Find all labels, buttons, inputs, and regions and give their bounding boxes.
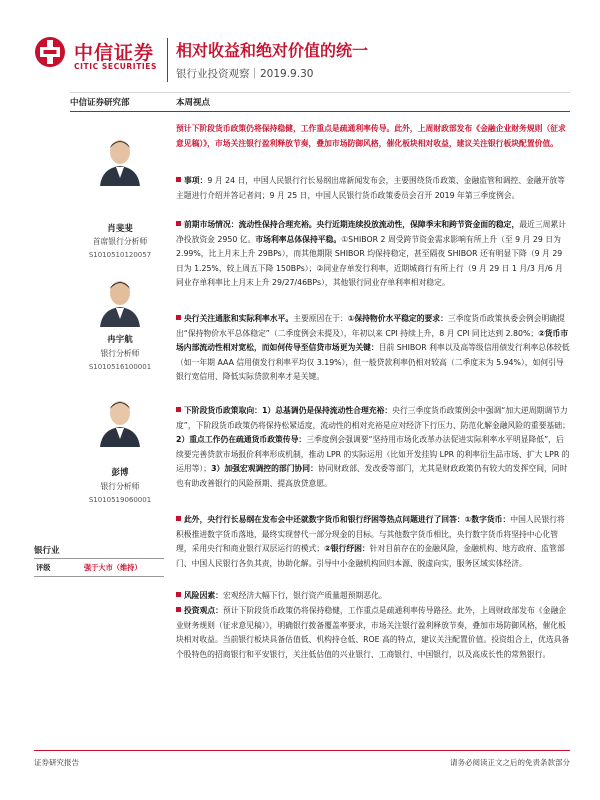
brand-name-en: CITIC SECURITIES <box>74 62 158 71</box>
footer-disclaimer: 请务必阅读正文之后的免责条款部分 <box>450 758 570 767</box>
paragraph-emphasis: ①保持物价水平稳定的要求： <box>347 314 448 323</box>
paragraph-text: 中国人民银行将积极推进数字货币落地，最终实现替代一部分现金的目标。与其他数字货币相比，央行数字货币将坚持中心化管理，采用央行和商业银行双层运行的模式； <box>176 515 565 554</box>
industry-label: 银行业 <box>34 546 60 556</box>
paragraph-text: 央行三季度货币政策例会中强调“加大逆周期调节力度”，下阶段货币政策仍将保持松紧适度，流动性的相对充裕是应对经济下行压力、防范化解金融风险的重要基础； <box>176 406 570 430</box>
analyst-name: 彭博 <box>111 468 129 478</box>
paragraph-text: 三季度货币政策执委会例会明确提出“保持物价水平总体稳定”（二季度例会未提及），年初以来 CPI 持续上升，8 月 CPI 同比达到 2.80%； <box>176 314 565 338</box>
paragraph-emphasis: ②银行纾困： <box>324 544 370 554</box>
paragraph-text: 目前 SHIBOR 利率以及高等级信用债发行利率总体较低（如一年期 AAA 信用债发行利率平均仅 3.19%），但一般贷款利率仍相对较高（二季度末为 5.94%），如何引导银行宽信用、降低实际贷款利率才是关键。 <box>176 343 570 382</box>
paragraph-text: 最近三周累计净投放资金 2950 亿。 <box>176 220 567 244</box>
bullet-square-icon <box>176 177 181 182</box>
bullet-square-icon <box>176 592 181 597</box>
paragraph-text: 针对目前存在的金融风险，金融机构、地方政府、监管部门、中国人民银行各负其责，协助化解。引导中小金融机构回归本源、脱虚向实，服务区域实体经济。 <box>176 544 565 568</box>
brand-name: 中信证券 <box>74 42 155 64</box>
body-paragraph <box>176 404 570 492</box>
analyst-name: 肖斐斐 <box>107 224 133 234</box>
analyst-id: S1010510120057 <box>88 251 152 259</box>
paragraph-text: 三季度例会强调要“坚持用市场化改革办法促进实际利率水平明显降低”，后续要完善贷款市场报价利率形成机制，推动 LPR 的实际运用（比如开发挂钩 LPR 的利率衍生品市场、扩大 LPR 的运用等）； <box>176 435 570 474</box>
paragraph-emphasis: 此外，央行行长易纲在发布会中还就数字货币和银行纾困等热点问题进行了回答：①数字货币： <box>184 515 511 524</box>
analyst-photo-icon <box>98 275 142 327</box>
bullet-square-icon <box>176 407 181 412</box>
paragraph-emphasis: 投资观点： <box>184 606 223 615</box>
bullet-square-icon <box>176 221 181 226</box>
paragraph-text: 主要原因在于： <box>293 314 348 323</box>
analyst-id: S1010516100001 <box>88 363 152 371</box>
analyst-name: 冉宇航 <box>107 335 133 345</box>
section-title: 本周视点 <box>176 98 211 108</box>
report-title: 相对收益和绝对价值的统一 <box>176 41 369 60</box>
body-paragraph <box>176 312 570 385</box>
body-paragraph <box>176 174 570 203</box>
summary-text: 预计下阶段货币政策仍将保持稳健，工作重点是疏通利率传导。此外，上周财政部发布《金融企业财务规则（征求意见稿）》，市场关注银行盈利释放节奏，叠加市场防御风格，催化板块相对收益，建议关注银行板块配置价值。 <box>176 124 566 148</box>
paragraph-emphasis: 央行关注通胀和实际利率水平。 <box>184 314 294 323</box>
paragraph-emphasis: 市场利率总体保持平稳。 <box>255 234 342 244</box>
analyst-id: S1010519060001 <box>88 496 152 504</box>
rating-rule <box>34 576 164 577</box>
paragraph-text: ①SHIBOR 2 周受跨节资金需求影响有所上升（至 9 月 29 日为 2.99%，比上月末上升 29BPs），而其他期限 SHIBOR 均保持稳定，甚至隔夜 SHIBOR 还有明显下降（9 月 29 日为 1.25%，较上周五下降 150BPs）；②同业存单发行利率，近期城商行有所上行（9 月 29 日 1 月/3 月/6 月同业存单利率比上月末上升 29/27/46BPs），其他银行同业存单利率相对稳定。 <box>176 234 563 288</box>
paragraph-emphasis: 2）重点工作仍在疏通货币政策传导： <box>176 435 307 445</box>
body-paragraph <box>176 513 570 571</box>
citic-logo-icon <box>34 36 66 68</box>
section-rule <box>70 111 570 112</box>
footer-rule <box>34 750 570 751</box>
paragraph-emphasis: 前期市场情况：流动性保持合理充裕。央行近期连续投放流动性，保障季末和跨节资金面的稳定， <box>184 220 520 229</box>
paragraph-text: 9 月 24 日，中国人民银行行长易纲出席新闻发布会，主要围绕货币政策、金融监管和调控、金融开放等主题进行介绍并答记者问；9 月 25 日，中国人民银行货币政策委员会召开 2019 年第三季度例会。 <box>176 176 565 200</box>
header-rule <box>70 92 570 93</box>
paragraph-emphasis: 风险因素： <box>184 591 223 600</box>
analyst-title: 银行分析师 <box>100 482 140 491</box>
paragraph-text: 预计下阶段货币政策仍将保持稳健，工作重点是疏通利率传导路径。此外，上周财政部发布《金融企业财务规则（征求意见稿）》，明确银行拨备覆盖率要求，市场关注银行盈利释放节奏，叠加市场防御风格，催化板块相对收益。当前银行板块具备估值低、机构持仓低、ROE 高的特点，建议关注配置价值。投资组合上，优选具备个股特色的招商银行和平安银行，关注低估值的兴业银行、工商银行、中国银行，以及高成长性的常熟银行。 <box>176 606 570 659</box>
rating-rule <box>34 558 164 559</box>
institute-name: 中信证券研究部 <box>70 98 130 108</box>
body-paragraph <box>176 589 570 604</box>
bullet-square-icon <box>176 516 181 521</box>
bullet-square-icon <box>176 315 181 320</box>
analyst-photo-icon <box>98 134 142 186</box>
analyst-photo-icon <box>98 395 142 447</box>
footer-left: 证券研究报告 <box>34 758 79 767</box>
paragraph-emphasis: 事项： <box>184 176 208 185</box>
bullet-square-icon <box>176 607 181 612</box>
body-paragraph <box>176 218 570 291</box>
paragraph-emphasis: ②货币市场内部流动性相对宽松，而如何传导至信贷市场更为关键： <box>176 328 569 353</box>
paragraph-text: 宏观经济大幅下行，银行资产质量超预期恶化。 <box>222 591 387 600</box>
header-divider <box>167 38 168 82</box>
report-subtitle: 银行业投资观察｜2019.9.30 <box>176 68 314 80</box>
body-paragraph <box>176 604 570 662</box>
analyst-title: 银行分析师 <box>100 349 140 358</box>
rating-value: 强于大市（维持） <box>84 563 142 572</box>
paragraph-text: 协同财政部、发改委等部门，尤其是财政政策仍有较大的发挥空间，同时也有助改善银行的风险预期、提高放贷意愿。 <box>176 464 568 488</box>
rating-key: 评级 <box>36 563 51 572</box>
paragraph-emphasis: 3）加强宏观调控的部门协同： <box>211 464 318 474</box>
paragraph-emphasis: 下阶段货币政策取向：1）总基调仍是保持流动性合理充裕： <box>184 406 393 415</box>
analyst-title: 首席银行分析师 <box>92 237 148 246</box>
